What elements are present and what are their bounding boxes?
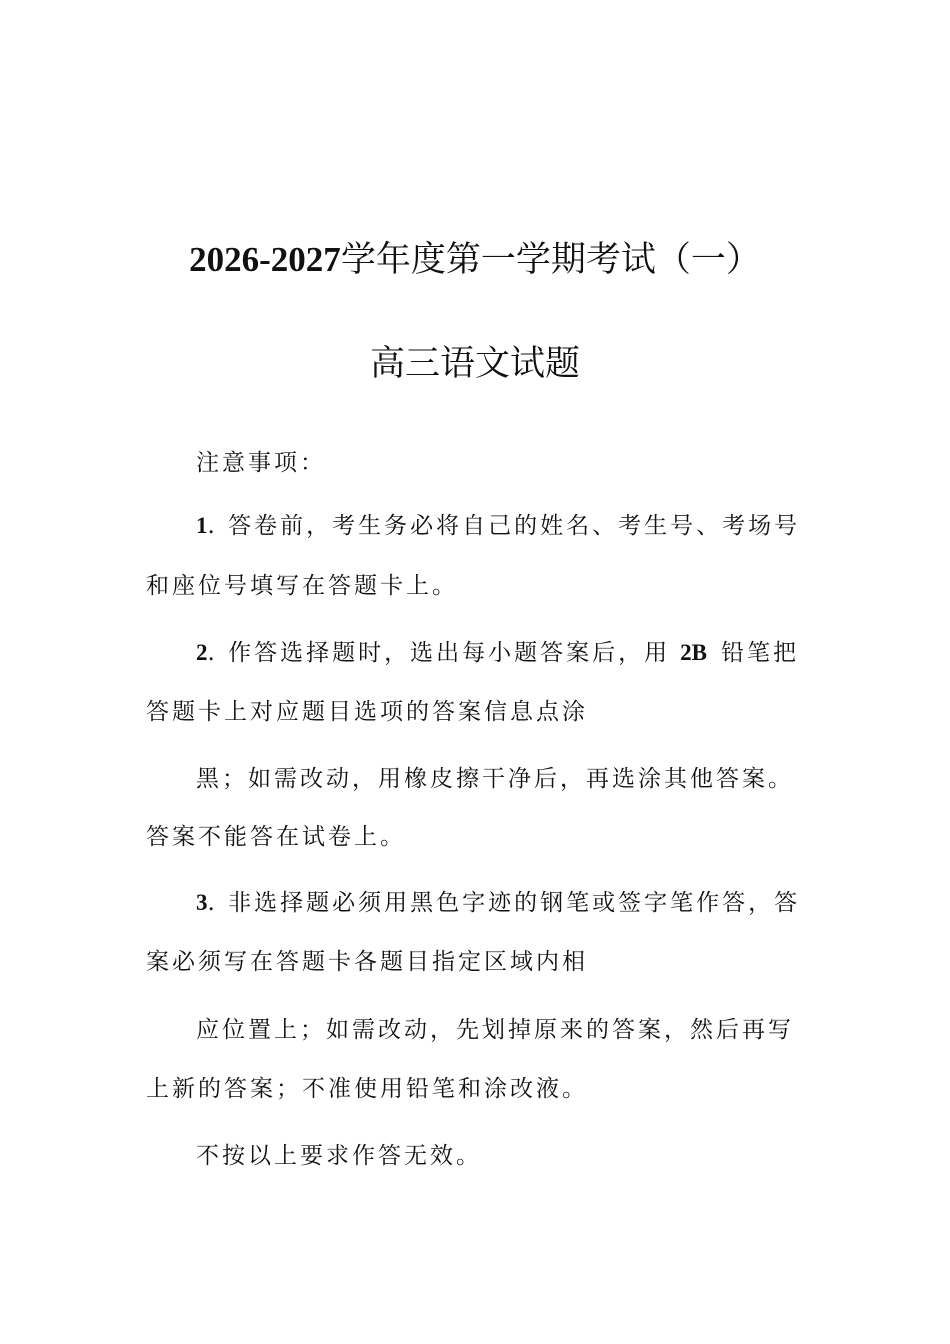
note-3-line-3: 应位置上；如需改动，先划掉原来的答案，然后再写 [196, 1017, 794, 1043]
exam-title-text: 学年度第一学期考试（一） [340, 240, 761, 280]
exam-subtitle: 高三语文试题 [369, 344, 580, 384]
note-3-line-2: 案必须写在答题卡各题目指定区域内相 [146, 949, 588, 975]
note-3-number: 3 [196, 890, 208, 915]
note-1-line-2: 和座位号填写在答题卡上。 [146, 573, 458, 599]
note-3-text-1: . 非选择题必须用黑色字迹的钢笔或签字笔作答，答 [207, 890, 801, 916]
note-1-line-1 [196, 511, 800, 541]
note-1-number: 1 [196, 513, 208, 538]
note-2-line-1 [196, 638, 799, 668]
note-3-line-4: 上新的答案；不准使用铅笔和涂改液。 [146, 1076, 588, 1102]
note-2-line-4: 答案不能答在试卷上。 [146, 824, 406, 850]
note-2-line-2: 答题卡上对应题目选项的答案信息点涂 [146, 699, 588, 725]
note-1-text-1: . 答卷前，考生务必将自己的姓名、考生号、考场号 [207, 513, 801, 539]
exam-title [0, 240, 950, 280]
notes-heading: 注意事项： [196, 450, 326, 476]
note-2-text-1b: 铅笔把 [720, 640, 799, 666]
note-2-text-1a: . 作答选择题时，选出每小题答案后，用 [207, 640, 671, 666]
note-3-line-1 [196, 888, 800, 918]
note-2-number: 2 [196, 640, 208, 665]
exam-year: 2026-2027 [189, 240, 341, 279]
note-2-line-3: 黑；如需改动，用橡皮擦干净后，再选涂其他答案。 [196, 766, 794, 792]
note-2-pencil-grade: 2B [680, 640, 707, 665]
notes-footer: 不按以上要求作答无效。 [196, 1143, 482, 1169]
